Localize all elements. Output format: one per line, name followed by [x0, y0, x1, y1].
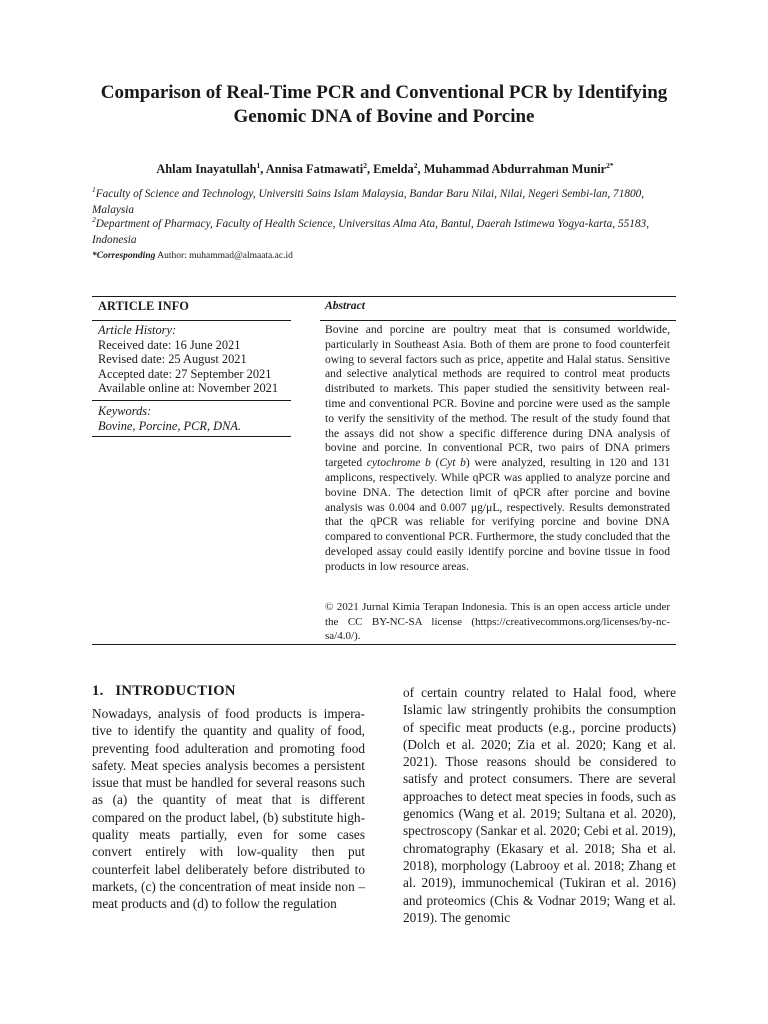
accepted-date: Accepted date: 27 September 2021	[98, 366, 272, 381]
keywords-label: Keywords:	[98, 404, 152, 418]
affiliation-2	[92, 216, 676, 248]
online-date: Available online at: November 2021	[98, 381, 279, 395]
affiliation-text: Faculty of Science and Technology, Universiti Sains Islam Malaysia, Bandar Baru Nilai, Nilai, Negeri Sembi-lan, 71800, Malaysia	[92, 188, 645, 216]
history-rule	[92, 400, 291, 401]
author-affiliation-mark: 2	[363, 160, 367, 170]
abstract-text	[325, 323, 670, 575]
article-history	[98, 323, 290, 396]
article-info-head-rule	[92, 320, 291, 321]
abstract-part: Bovine and porcine are poultry meat that is consumed worldwide, particularly in Southeast Asia. Both of them are prone to food counterfeit owing to several factors such as price, appetite and Halal status. Sensitive and selective analytical methods are required to control meat products distributed to markets. This paper studied the sensitivity between real-time and conventional PCR. Bovine and porcine were used as the sample to verify the sensitivity of the method. The result of the study found that the assays did not show a specific difference during DNA analysis of bovine and porcine. In conventional PCR, two pairs of DNA primers targeted	[325, 323, 670, 470]
paper-title: Comparison of Real-Time PCR and Conventional PCR by Identifying Genomic DNA of Bovine and Porcine	[100, 82, 668, 127]
author-affiliation-mark: 2	[413, 160, 418, 170]
affiliation-1	[92, 186, 676, 218]
abstract-part: ) were analyzed, resulting in 120 and 131 amplicons, respectively. While qPCR was applied to analyze porcine and bovine DNA. The detection limit of qPCR after porcine and bovine analysis was 0.004 and 0.007 μg/μL, respectively. Results demonstrated that the qPCR was reliable for verifying porcine and bovine DNA compared to conventional PCR. Furthermore, the study concluded that the developed assay could easily identify porcine and bovine tissue in food products in low resource areas.	[325, 456, 670, 573]
abstract-gene-name: cytochrome b	[366, 456, 431, 470]
author-list: Ahlam Inayatullah$^1$, Annisa Fatmawati$^2$, Emelda$^2$, Muhammad Abdurrahman Munir$^{2*}$	[156, 160, 614, 176]
box-bottom-rule	[92, 644, 676, 645]
author-name: Annisa Fatmawati	[265, 162, 364, 176]
abstract-head-rule	[320, 320, 676, 321]
keywords-block	[98, 404, 290, 433]
corresponding-email[interactable]: Author: muhammad@almaata.ac.id	[155, 251, 293, 261]
keywords-rule	[92, 436, 291, 437]
article-history-label: Article History:	[98, 323, 177, 337]
author-name: Muhammad Abdurrahman Munir	[423, 162, 607, 176]
affiliation-mark: 2	[92, 215, 96, 225]
article-info-heading: ARTICLE INFO	[98, 299, 190, 313]
license-text: © 2021 Jurnal Kimia Terapan Indonesia. This is an open access article under the CC BY-NC-SA license (https://creativecommons.org/licenses/by-nc-sa/4.0/).	[325, 601, 670, 643]
abstract-part: (	[430, 456, 440, 470]
introduction-right-column: of certain country related to Halal food, where Islamic law stringently prohibits the consumption of specific meat products (e.g., porcine products) (Dolch et al. 2020; Zia et al. 2020; Kang et al. 2021). Those reasons should be considered to satisfy and protect consumers. There are several approaches to detect meat species in foods, such as genomics (Wang et al. 2019; Sultana et al. 2020), spectroscopy (Sankar et al. 2020; Cebi et al. 2019), chromatography (Ekasary et al. 2018; Sha et al. 2018), morphology (Labrooy et al. 2018; Zhang et al. 2019), immunochemical (Tukiran et al. 2016) and proteomics (Chis & Vodnar 2019; Wang et al. 2019). The genomic	[403, 685, 676, 925]
affiliation-mark: 1	[92, 185, 96, 195]
author-affiliation-mark: 1	[256, 160, 261, 170]
abstract-gene-abbr: Cyt b	[439, 456, 466, 470]
keywords-list: Bovine, Porcine, PCR, DNA.	[98, 418, 242, 433]
corresponding-author	[92, 250, 293, 262]
introduction-heading: 1. INTRODUCTION	[92, 683, 236, 699]
box-top-rule	[92, 296, 676, 297]
revised-date: Revised date: 25 August 2021	[98, 352, 247, 366]
received-date: Received date: 16 June 2021	[98, 337, 241, 352]
author-affiliation-mark: 2*	[606, 160, 614, 170]
introduction-left-column: Nowadays, analysis of food products is impera-tive to identify the quantity and quality of food, preventing food adulteration and promoting food safety. Meat species analysis becomes a persistent issue that must be handled for several reasons such as (a) the quantity of meat that is different compared on the product label, (b) substitute high-quality meats partially, even for some cases convert entirely with low-quality then put counterfeit label deliberately before distributed to markets, (c) the concentration of meat inside non – meat products and (d) to follow the regulation	[92, 706, 365, 912]
abstract-heading: Abstract	[325, 299, 365, 312]
author-name: Emelda	[373, 162, 414, 176]
author-name: Ahlam Inayatullah	[156, 162, 257, 176]
corresponding-label: *Corresponding	[92, 251, 156, 261]
affiliation-text: Department of Pharmacy, Faculty of Health Science, Universitas Alma Ata, Bantul, Daerah Istimewa Yogya-karta, 55183, Indonesia	[92, 218, 650, 246]
